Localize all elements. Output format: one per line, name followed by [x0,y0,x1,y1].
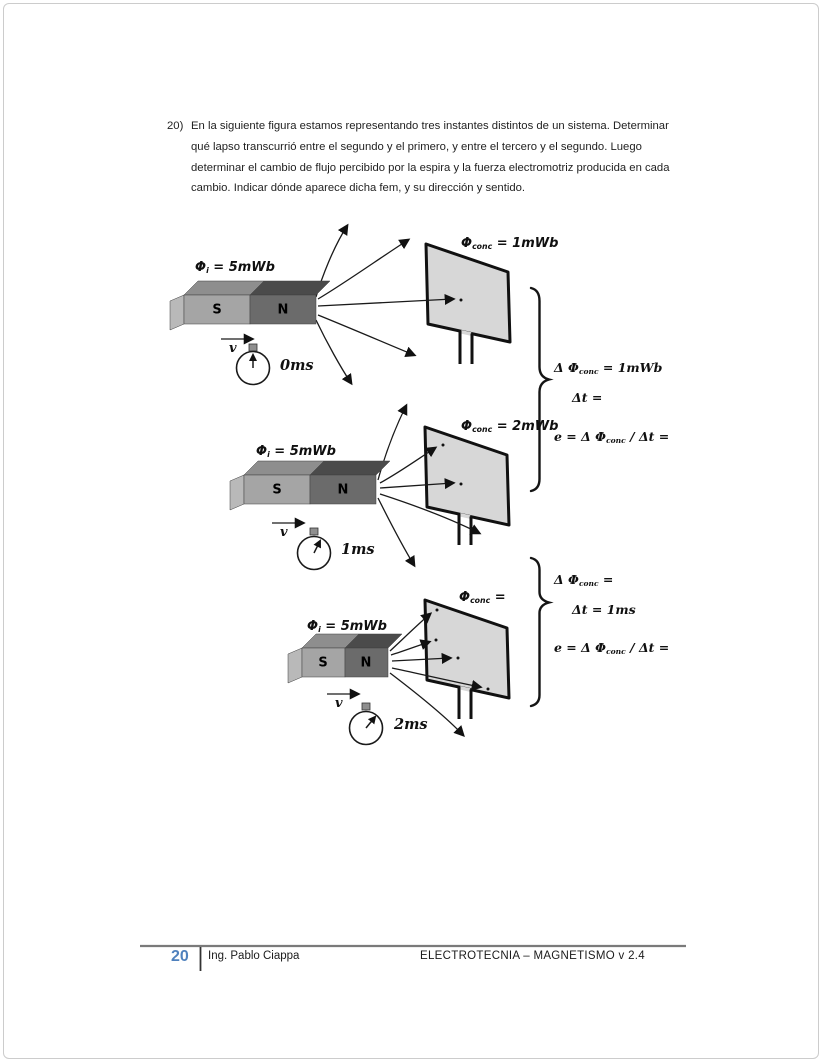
magnet-2 [230,461,390,510]
field-line-dot [457,657,460,660]
problem-number: 20) [167,120,184,132]
flux-subscript: conc [472,241,493,251]
flux-symbol: Φ [459,590,471,605]
delta-flux-pre: Δ Φ [554,360,579,375]
delta-flux-pre: Δ Φ [554,572,579,587]
velocity-label-3: v [335,696,343,711]
loop-frame [426,241,510,342]
flux-value: = [490,590,506,605]
emf-post: / Δt = [625,640,670,655]
pole-label-n-1: N [277,302,289,318]
field-line-dot [460,299,463,302]
magnet-flux-label-1 [195,260,275,275]
field-line-dot [487,688,490,691]
flux-value: = 5mWb [269,444,336,459]
loop-frame [425,600,509,698]
pole-label-n-2: N [337,482,349,498]
delta-t-label-1: Δt = [572,390,603,405]
velocity-label-1: v [229,341,237,356]
magnet-top-n [250,281,330,295]
flux-value: = 2mWb [492,419,559,434]
delta-flux-value: = [598,572,614,587]
emf-label-1 [554,429,669,445]
flux-subscript: conc [470,595,491,605]
flux-symbol: Φ [195,260,207,275]
emf-pre: e = Δ Φ [554,640,607,655]
stopwatch-crown [249,344,257,351]
flux-subscript: i [267,449,270,459]
problem-text: En la siguiente figura estamos representando tres instantes distintos de un sistema. Determinar qué lapso transcurrió entre el segundo y el primero, y entre el tercero y el segundo. Luego determinar el cambio de flujo percibido por la espira y la fuerza electromotriz producida en cada cambio. Indicar dónde aparece dicha fem, y su dirección y sentido. [191,120,670,195]
stopwatch-crown [362,703,370,710]
delta-t-label-2: Δt = 1ms [572,602,636,617]
flux-subscript: i [318,624,321,634]
emf-sub: conc [606,435,626,445]
stopwatch-2 [298,528,331,570]
pole-label-n-3: N [360,655,372,671]
loop-1 [426,241,510,364]
flux-symbol: Φ [461,419,473,434]
stopwatch-3 [350,703,383,745]
magnet-top-n [310,461,390,475]
magnet-3 [288,634,402,683]
flux-subscript: conc [472,424,493,434]
delta-flux-sub: conc [578,366,599,376]
flux-value: = 1mWb [492,236,559,251]
emf-sub: conc [606,646,626,656]
loop-terminal-gap [460,515,470,517]
loop-flux-label-3 [459,590,506,605]
pole-label-s-1: S [212,302,222,318]
loop-3 [425,600,509,719]
magnet-left-face [288,648,302,683]
magnet-1 [170,281,330,330]
field-line-dot [442,444,445,447]
loop-terminal-gap [461,332,471,334]
footer-author: Ing. Pablo Ciappa [208,950,300,962]
field-line-dot [436,609,439,612]
loop-frame [425,424,509,525]
magnet-left-face [230,475,244,510]
footer-title: ELECTROTECNIA – MAGNETISMO v 2.4 [420,950,645,962]
field-line [390,614,430,651]
magnet-flux-label-2 [256,444,336,459]
loop-flux-label-1 [461,236,558,251]
time-label-2: 1ms [341,541,375,558]
emf-label-2 [554,640,669,656]
stopwatch-1 [237,344,270,385]
brace-2 [531,558,549,706]
loop-terminal-gap [460,688,470,690]
footer-page-number: 20 [171,948,189,965]
delta-flux-label-2 [554,572,613,588]
field-line-dot [460,483,463,486]
velocity-label-2: v [280,525,288,540]
stopwatch-crown [310,528,318,535]
field-line [318,315,414,355]
flux-symbol: Φ [461,236,473,251]
loop-flux-label-2 [461,419,558,434]
flux-symbol: Φ [307,619,319,634]
pole-label-s-2: S [272,482,282,498]
flux-subscript: i [206,265,209,275]
field-line-dot [435,639,438,642]
delta-flux-value: = 1mWb [598,360,663,375]
delta-flux-label-1 [554,360,662,376]
magnet-flux-label-3 [307,619,387,634]
emf-post: / Δt = [625,429,670,444]
time-label-1: 0ms [280,357,314,374]
magnet-left-face [170,295,184,330]
field-line [378,498,414,565]
flux-value: = 5mWb [208,260,275,275]
field-line [318,240,408,299]
emf-pre: e = Δ Φ [554,429,607,444]
flux-symbol: Φ [256,444,268,459]
time-label-3: 2ms [394,716,428,733]
field-line [316,320,351,383]
flux-value: = 5mWb [320,619,387,634]
pole-label-s-3: S [318,655,328,671]
brace-1 [531,288,549,491]
delta-flux-sub: conc [578,578,599,588]
